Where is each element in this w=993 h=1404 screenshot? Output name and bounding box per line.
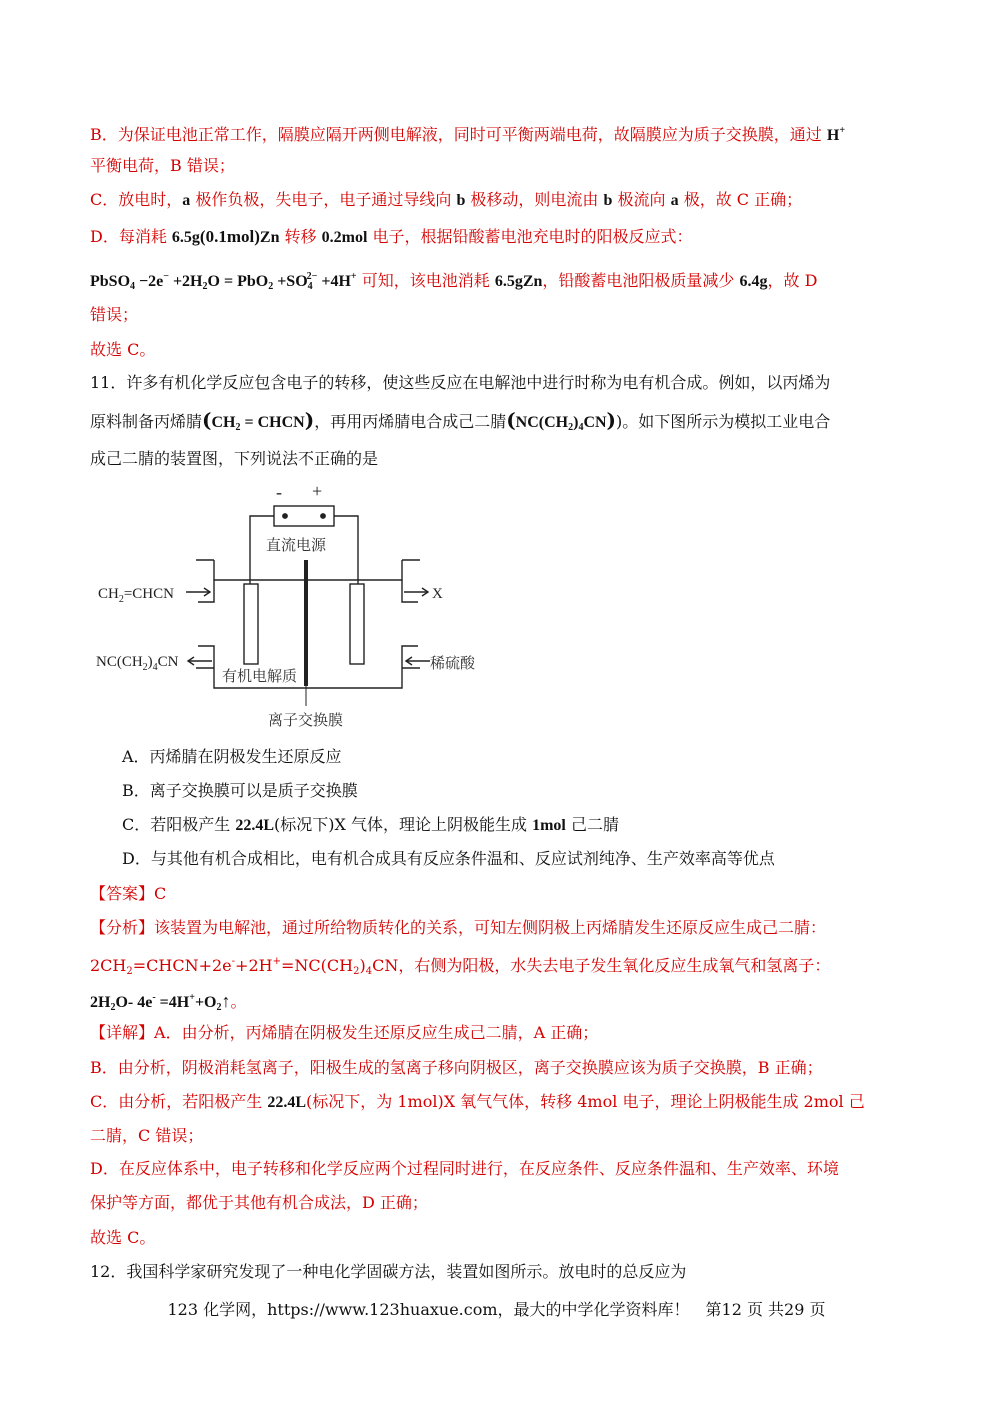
detail-label: 【详解】	[90, 1023, 155, 1042]
detail-c-line1	[90, 1091, 865, 1114]
text: 6.4g	[739, 273, 768, 290]
text: O = PbO	[207, 273, 269, 290]
text: 己二腈	[565, 815, 619, 834]
terminal-dot	[283, 514, 287, 518]
text: −2e	[135, 273, 164, 290]
option-d: D．与其他有机合成相比，电有机合成具有反应条件温和、反应试剂纯净、生产效率高等优点	[122, 849, 775, 868]
text: =CHCN+2e	[132, 956, 232, 975]
text: B．为保证电池正常工作，隔膜应隔开两侧电解液，同时可平衡两端电荷，故隔膜应为质子交换膜，通过	[90, 125, 827, 144]
power-source-label: 直流电源	[266, 538, 327, 554]
detail-d-line1: D．在反应体系中，电子转移和化学反应两个过程同时进行，在反应条件、反应条件温和、生产效率、环境	[90, 1159, 839, 1178]
text: 2CH	[90, 956, 127, 975]
detail-d-line2: 保护等方面，都优于其他有机合成法，D 正确；	[90, 1193, 428, 1212]
terminal-dot	[321, 514, 325, 518]
text: +	[272, 956, 281, 967]
membrane-label: 离子交换膜	[268, 713, 344, 729]
plus-sign: +	[312, 481, 323, 501]
detail-b: B．由分析，阴极消耗氢离子，阳极生成的氢离子移向阴极区，离子交换膜应该为质子交换膜，B 正确；	[90, 1058, 823, 1077]
text: 电子，根据铅酸蓄电池充电时的阳极反应式：	[367, 227, 693, 246]
text: -	[152, 992, 156, 1003]
cathode-electrode	[244, 584, 258, 664]
text: 2	[126, 966, 133, 977]
analysis-label: 【分析】	[90, 918, 155, 937]
text: CN	[583, 414, 607, 431]
q11-line1: 11．许多有机化学反应包含电子的转移，使这些反应在电解池中进行时称为电有机合成。例如，以丙烯为	[90, 373, 831, 392]
detail-c-line2: 二腈，C 错误；	[90, 1126, 204, 1145]
detail-choose: 故选 C。	[90, 1228, 156, 1247]
text: (标况下，为 1mol)X 氧气气体，转移 4mol 电子，理论上阴极能生成 2mol 己	[306, 1092, 865, 1111]
text: 2	[235, 422, 241, 433]
text: 4	[365, 966, 373, 977]
explanation-b-line2: 平衡电荷，B 错误；	[90, 156, 235, 175]
text: 可知，该电池消耗	[356, 271, 495, 290]
text: =4H	[155, 994, 190, 1011]
option-b: B．离子交换膜可以是质子交换膜	[122, 781, 358, 800]
text: +2H	[168, 273, 203, 290]
text: 2	[110, 1002, 116, 1013]
text: -	[231, 956, 236, 967]
adiponitrile-label: $NC(CH_2)_4CN$	[96, 654, 179, 673]
text: Zn	[259, 229, 280, 246]
text: C．若阳极产生	[122, 815, 236, 834]
q11-line2	[90, 409, 830, 439]
page-footer: 123 化学网，https://www.123huaxue.com，最大的中学化学资料库！ 第12 页 共29 页	[167, 1300, 826, 1319]
proton-symbol	[827, 127, 845, 144]
text: 极，故 C 正确；	[678, 190, 803, 209]
text: 22.4L	[267, 1094, 307, 1111]
text: 22.4L	[235, 817, 275, 834]
minus-sign: -	[276, 482, 282, 502]
text: CH	[211, 414, 236, 431]
analysis-line2	[90, 951, 830, 983]
tank-left-inlet	[198, 580, 214, 602]
text: 2−	[306, 271, 318, 282]
text: 极流向	[612, 190, 671, 209]
text: b	[603, 192, 613, 209]
text: 极移动，则电流由	[465, 190, 604, 209]
analysis-line3	[90, 987, 247, 1019]
text: 1mol	[532, 817, 566, 834]
text: =NC(CH	[280, 956, 354, 975]
text: 2H	[90, 994, 111, 1011]
text: 2	[216, 1002, 222, 1013]
text: 2	[268, 281, 274, 292]
text: 4	[130, 281, 136, 292]
text: A．由分析，丙烯腈在阴极发生还原反应生成己二腈，A 正确；	[154, 1023, 599, 1042]
wire-right	[334, 516, 358, 584]
tank-right-outlet	[402, 580, 418, 602]
text: NC(CH	[515, 414, 569, 431]
explanation-d-line3: 错误；	[90, 305, 139, 324]
text: C．由分析，若阳极产生	[90, 1092, 268, 1111]
option-c	[122, 814, 619, 837]
text: O- 4e	[115, 994, 153, 1011]
text: 2	[202, 281, 208, 292]
option-a: A．丙烯腈在阴极发生还原反应	[122, 747, 342, 766]
x-gas-label: X	[432, 586, 443, 602]
text: PbSO	[90, 273, 131, 290]
text: (标况下)X 气体，理论上阴极能生成	[274, 815, 533, 834]
text: 极作负极，失电子，电子通过导线向	[190, 190, 457, 209]
explanation-choose: 故选 C。	[90, 340, 156, 359]
electrolysis-apparatus-diagram	[90, 478, 510, 738]
anode-half-equation	[90, 991, 231, 1013]
paren: )	[606, 408, 617, 432]
explanation-b-line1	[90, 120, 845, 147]
answer-line	[90, 883, 166, 905]
text: −	[163, 271, 169, 282]
text: +	[839, 125, 846, 136]
anode-electrode	[350, 584, 364, 664]
text: +	[189, 992, 195, 1003]
text: +	[350, 271, 357, 282]
paren: (	[506, 408, 516, 432]
q11-line3: 成己二腈的装置图，下列说法不正确的是	[90, 449, 379, 468]
text: H	[826, 127, 840, 144]
text: ，铅酸蓄电池阳极质量减少	[542, 271, 740, 290]
text: )。如下图所示为模拟工业电合	[616, 412, 831, 431]
text: 4	[307, 281, 313, 292]
text: )	[359, 956, 366, 975]
text: 。	[230, 992, 247, 1011]
dilute-sulfuric-acid-label: 稀硫酸	[430, 656, 476, 672]
text: 6.5g	[171, 229, 200, 246]
text: 6.5gZn	[494, 273, 543, 290]
text: 2	[568, 422, 574, 433]
text: CN，右侧为阳极，水失去电子发生氧化反应生成氧气和氢离子：	[372, 956, 831, 975]
analysis-line1	[90, 917, 826, 939]
text: C．放电时，	[90, 190, 183, 209]
text: +2H	[235, 956, 273, 975]
detail-a	[90, 1022, 598, 1044]
acrylonitrile-label: $CH_2=CHCN$	[98, 586, 174, 605]
text: +4H	[317, 273, 351, 290]
text: a	[182, 192, 191, 209]
text: ，再用丙烯腈电合成己二腈	[314, 412, 507, 431]
text: +SO	[273, 273, 308, 290]
text: 0.2mol	[321, 229, 368, 246]
answer-label: 【答案】	[90, 884, 155, 903]
text: (0.1mol)	[199, 227, 260, 246]
text: )	[573, 414, 579, 431]
paren: )	[304, 408, 315, 432]
explanation-d-line2	[90, 266, 817, 298]
up-arrow: ↑	[221, 991, 231, 1011]
text: = CHCN	[240, 414, 305, 431]
q12-line1: 12．我国科学家研究发现了一种电化学固碳方法，装置如图所示。放电时的总反应为	[90, 1262, 687, 1281]
organic-electrolyte-label: 有机电解质	[222, 669, 298, 685]
text: 4	[578, 422, 584, 433]
paren: (	[202, 408, 212, 432]
text: +O	[194, 994, 217, 1011]
text: ，故 D	[767, 271, 818, 290]
text: a	[670, 192, 679, 209]
anode-equation	[90, 273, 357, 290]
explanation-d-line1	[90, 226, 693, 249]
text: 原料制备丙烯腈	[90, 412, 203, 431]
text: b	[456, 192, 466, 209]
text: 该装置为电解池，通过所给物质转化的关系，可知左侧阴极上丙烯腈发生还原反应生成己二腈：	[154, 918, 827, 937]
text: D．每消耗	[90, 227, 172, 246]
explanation-c-line	[90, 189, 802, 212]
text: 转移	[279, 227, 322, 246]
text: 2	[353, 966, 360, 977]
answer-value: C	[154, 884, 167, 903]
